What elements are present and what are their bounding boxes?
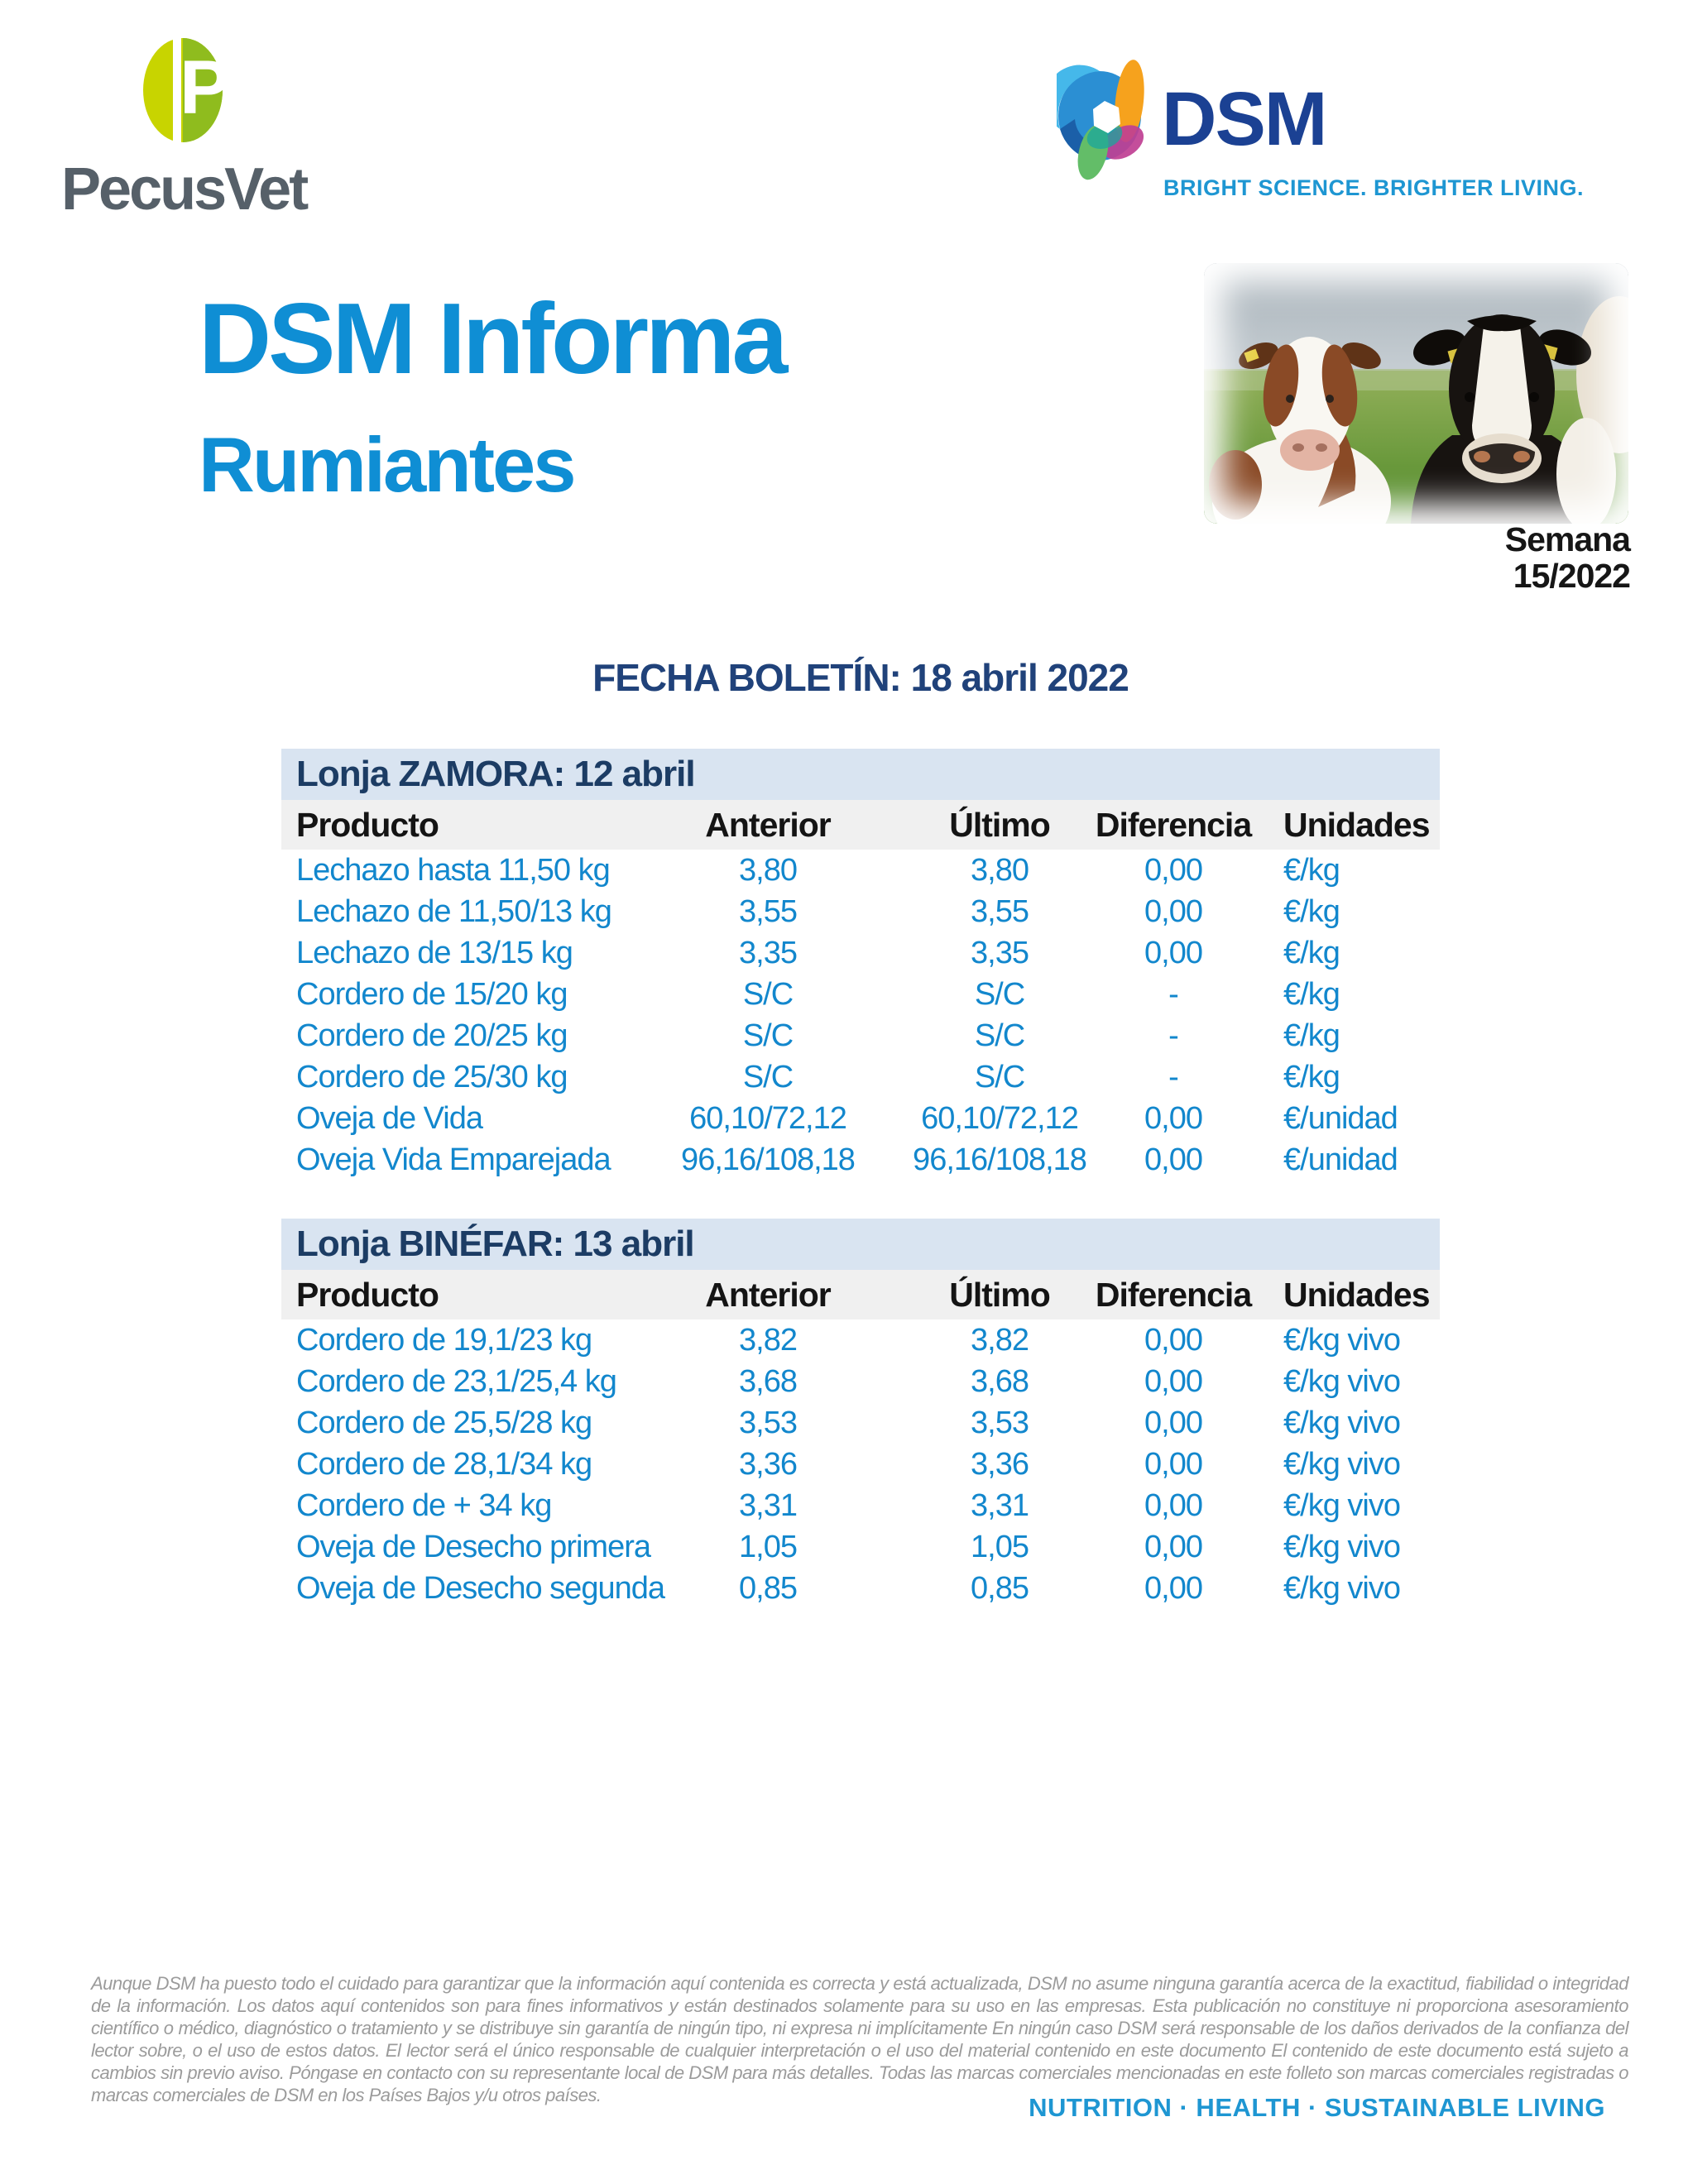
column-header: Unidades (1283, 1276, 1430, 1314)
bulletin-date: FECHA BOLETÍN: 18 abril 2022 (592, 656, 1129, 699)
week-label-line1: Semana (1504, 520, 1630, 558)
table-row (281, 1361, 1440, 1402)
table-cell: €/kg vivo (1283, 1406, 1400, 1440)
table-cell: S/C (742, 977, 794, 1012)
table-rows (281, 1320, 1440, 1609)
pecusvet-logo-icon (131, 37, 235, 143)
table-cell: Cordero de 19,1/23 kg (296, 1323, 592, 1358)
table-cell: 3,53 (971, 1406, 1029, 1440)
disclaimer-text: Aunque DSM ha puesto todo el cuidado para garantizar que la información aquí contenida es correcta y está actualizada, DSM no asume ninguna garantía acerca de la exactitud, fiabilidad o integridad de la información. Los datos aquí contenidos son para fines informativos y están destinados solamente para su uso en las empresas. Esta publicación no constituye ni proporciona asesoramiento científico o médico, diagnóstico o tratamiento y se distribuye sin garantía de ningún tipo, ni expresa ni implícitamente En ningún caso DSM será responsable de los daños derivados de la confianza del lector sobre, o el uso de estos datos. El lector será el único responsable de cualquier interpretación o el uso del material contenido en este documento El contenido de este documento está sujeto a cambios sin previo aviso. Póngase en contacto con su representante local de DSM para más detalles. Todas las marcas comerciales mencionadas en este folleto son marcas comerciales registradas o marcas comerciales de DSM en los Países Bajos y/u otros países. (91, 1973, 1628, 2105)
table-cell: 3,35 (739, 936, 797, 970)
table-row (281, 1098, 1440, 1139)
table-cell: 0,00 (1144, 1488, 1202, 1523)
table-cell: 3,55 (971, 894, 1029, 929)
page-subtitle: Rumiantes (199, 421, 574, 508)
table-cell: 0,00 (1144, 1571, 1202, 1606)
table-cell: €/kg (1283, 936, 1340, 970)
table-cell: €/kg vivo (1283, 1530, 1400, 1564)
table-rows (281, 850, 1440, 1181)
column-header: Diferencia (1095, 1276, 1252, 1314)
table-cell: Lechazo de 11,50/13 kg (296, 894, 611, 929)
table-cell: 0,00 (1144, 853, 1202, 888)
table-cell: Oveja de Desecho segunda (296, 1571, 664, 1606)
table-cell: 0,85 (971, 1571, 1029, 1606)
table-cell: 3,36 (971, 1447, 1029, 1482)
table-cell: - (1168, 1060, 1178, 1094)
table-column-headers (281, 1270, 1440, 1320)
table-cell: 0,00 (1144, 894, 1202, 929)
table-row (281, 1056, 1440, 1098)
table-cell: - (1168, 1018, 1178, 1053)
table-cell: Cordero de 25,5/28 kg (296, 1406, 592, 1440)
table-cell: 60,10/72,12 (921, 1101, 1078, 1136)
table-cell: 3,31 (739, 1488, 797, 1523)
table-cell: 3,35 (971, 936, 1029, 970)
pecusvet-wordmark: PecusVet (61, 156, 307, 223)
table-cell: 96,16/108,18 (913, 1142, 1086, 1177)
table-cell: Oveja de Vida (296, 1101, 483, 1136)
table-row (281, 974, 1440, 1015)
table-row (281, 1526, 1440, 1568)
table-cell: S/C (974, 977, 1025, 1012)
table-cell: 96,16/108,18 (681, 1142, 855, 1177)
table-cell: 0,00 (1144, 1447, 1202, 1482)
table-cell: Cordero de 28,1/34 kg (296, 1447, 592, 1482)
table-cell: 0,00 (1144, 1142, 1202, 1177)
table-cell: 3,80 (971, 853, 1029, 888)
table-row (281, 891, 1440, 932)
table-cell: Oveja Vida Emparejada (296, 1142, 611, 1177)
week-label-line2: 15/2022 (1513, 557, 1630, 595)
table-row (281, 1139, 1440, 1181)
table-cell: €/kg vivo (1283, 1323, 1400, 1358)
table-cell: 0,00 (1144, 1101, 1202, 1136)
table-cell: €/unidad (1283, 1142, 1398, 1177)
table-title: Lonja ZAMORA: 12 abril (281, 749, 1440, 800)
table-row (281, 1485, 1440, 1526)
table-cell: S/C (742, 1060, 794, 1094)
dsm-logo-swirl-icon (1057, 50, 1156, 182)
table-cell: 3,55 (739, 894, 797, 929)
column-header: Unidades (1283, 806, 1430, 844)
table-cell: 3,31 (971, 1488, 1029, 1523)
table-cell: 0,00 (1144, 1530, 1202, 1564)
table-row (281, 1444, 1440, 1485)
table-cell: 3,36 (739, 1447, 797, 1482)
svg-text:P: P (180, 46, 231, 130)
cow-photo (1204, 263, 1628, 524)
table-cell: €/kg (1283, 894, 1340, 929)
page-title: DSM Informa (199, 282, 785, 395)
table-cell: 3,68 (971, 1364, 1029, 1399)
column-header: Producto (296, 1276, 439, 1314)
table-cell: 1,05 (971, 1530, 1029, 1564)
column-header: Último (949, 806, 1050, 844)
table-cell: €/kg vivo (1283, 1488, 1400, 1523)
table-cell: Cordero de 25/30 kg (296, 1060, 568, 1094)
table-title: Lonja BINÉFAR: 13 abril (281, 1219, 1440, 1270)
table-cell: 3,80 (739, 853, 797, 888)
column-header: Producto (296, 806, 439, 844)
table-cell: 0,00 (1144, 1323, 1202, 1358)
dsm-tagline: BRIGHT SCIENCE. BRIGHTER LIVING. (1163, 175, 1585, 200)
table-column-headers (281, 800, 1440, 850)
table-row (281, 1402, 1440, 1444)
table-cell: 3,82 (739, 1323, 797, 1358)
table-cell: €/kg vivo (1283, 1364, 1400, 1399)
table-row (281, 932, 1440, 974)
table-cell: Lechazo de 13/15 kg (296, 936, 573, 970)
table-row (281, 850, 1440, 891)
price-table-zamora (281, 749, 1440, 1181)
table-row (281, 1015, 1440, 1056)
table-cell: Oveja de Desecho primera (296, 1530, 650, 1564)
column-header: Anterior (705, 806, 831, 844)
table-cell: €/kg vivo (1283, 1571, 1400, 1606)
table-cell: 0,85 (739, 1571, 797, 1606)
table-cell: S/C (742, 1018, 794, 1053)
table-cell: - (1168, 977, 1178, 1012)
table-cell: €/kg vivo (1283, 1447, 1400, 1482)
week-label (1324, 521, 1630, 594)
table-cell: S/C (974, 1018, 1025, 1053)
table-cell: 0,00 (1144, 1406, 1202, 1440)
table-cell: Cordero de + 34 kg (296, 1488, 552, 1523)
table-cell: Cordero de 23,1/25,4 kg (296, 1364, 616, 1399)
table-cell: 3,82 (971, 1323, 1029, 1358)
table-cell: 60,10/72,12 (689, 1101, 846, 1136)
table-cell: 0,00 (1144, 1364, 1202, 1399)
table-cell: €/kg (1283, 853, 1340, 888)
table-cell: 3,68 (739, 1364, 797, 1399)
table-cell: €/kg (1283, 1060, 1340, 1094)
column-header: Anterior (705, 1276, 831, 1314)
price-table-binefar (281, 1219, 1440, 1609)
column-header: Diferencia (1095, 806, 1252, 844)
table-cell: Cordero de 15/20 kg (296, 977, 568, 1012)
table-cell: 3,53 (739, 1406, 797, 1440)
table-cell: Cordero de 20/25 kg (296, 1018, 568, 1053)
table-cell: S/C (974, 1060, 1025, 1094)
footer-tagline: NUTRITION · HEALTH · SUSTAINABLE LIVING (1029, 2093, 1605, 2122)
column-header: Último (949, 1276, 1050, 1314)
table-cell: 0,00 (1144, 936, 1202, 970)
table-cell: 1,05 (739, 1530, 797, 1564)
table-cell: €/kg (1283, 977, 1340, 1012)
table-cell: €/kg (1283, 1018, 1340, 1053)
dsm-wordmark: DSM (1162, 77, 1326, 161)
table-row (281, 1320, 1440, 1361)
table-cell: Lechazo hasta 11,50 kg (296, 853, 610, 888)
table-row (281, 1568, 1440, 1609)
table-cell: €/unidad (1283, 1101, 1398, 1136)
